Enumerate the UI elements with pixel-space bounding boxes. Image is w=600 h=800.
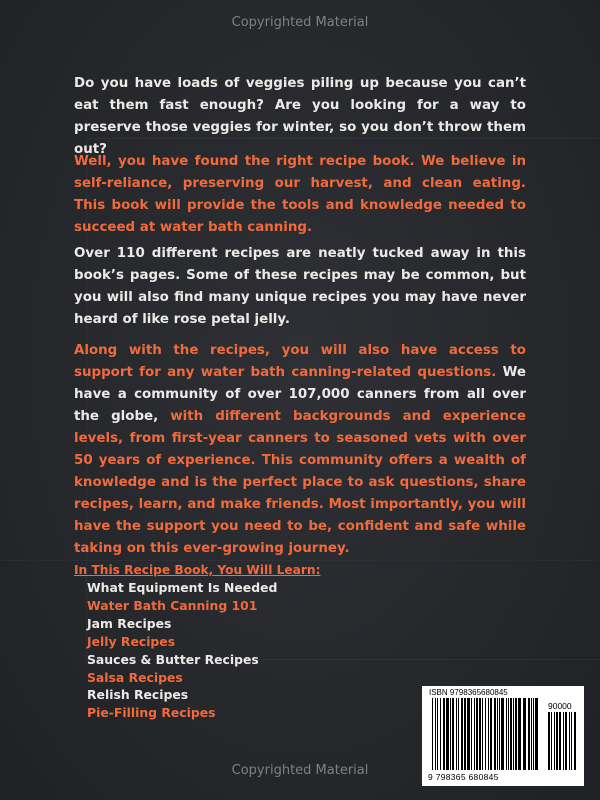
price-code: 90000 — [548, 701, 572, 711]
isbn-label: ISBN 9798365680845 — [429, 688, 508, 697]
decorative-line — [0, 560, 600, 561]
learn-list — [87, 579, 277, 722]
beliefs-paragraph: Well, you have found the right recipe book. We believe in self-reliance, preserving our harvest, and clean eating. This book will provide the tools and knowledge needed to succeed at water bath canning. — [74, 154, 526, 235]
learn-item: Sauces & Butter Recipes — [87, 651, 259, 667]
community-paragraph — [74, 340, 526, 560]
watermark-top: Copyrighted Material — [231, 15, 369, 30]
barcode-digits: 9 798365 680845 — [428, 772, 499, 782]
watermark-bottom: Copyrighted Material — [231, 763, 369, 778]
learn-item: Pie-Filling Recipes — [87, 705, 216, 721]
learn-item: Salsa Recipes — [87, 669, 183, 685]
community-text-b: We have a community of over 107,000 canners from all over the globe, — [74, 365, 526, 424]
learn-item: What Equipment Is Needed — [87, 580, 278, 595]
community-text-c: with different backgrounds and experience levels, from first-year canners to seasoned vets with over 50 years of experience. This community offers a wealth of knowledge and is the perfect place to ask questions, share recipes, learn, and make friends. Most importantly, you will have the support you need to be, confident and safe while taking on this ever-growing journey. — [74, 409, 526, 556]
community-text-a: Along with the recipes, you will also have access to support for any water bath canning-related questions. — [74, 343, 526, 380]
learn-heading: In This Recipe Book, You Will Learn: — [74, 563, 321, 577]
recipes-paragraph: Over 110 different recipes are neatly tucked away in this book’s pages. Some of these recipes may be common, but you will also find many unique recipes you may have never heard of like rose petal jelly. — [74, 246, 526, 327]
learn-item: Jelly Recipes — [87, 633, 176, 649]
learn-item: Water Bath Canning 101 — [87, 597, 258, 613]
intro-paragraph: Do you have loads of veggies piling up because you can’t eat them fast enough? Are you looking for a way to preserve those veggies for winter, so you don’t throw them out? — [74, 76, 526, 157]
learn-item: Relish Recipes — [87, 687, 189, 703]
learn-item: Jam Recipes — [87, 615, 172, 631]
